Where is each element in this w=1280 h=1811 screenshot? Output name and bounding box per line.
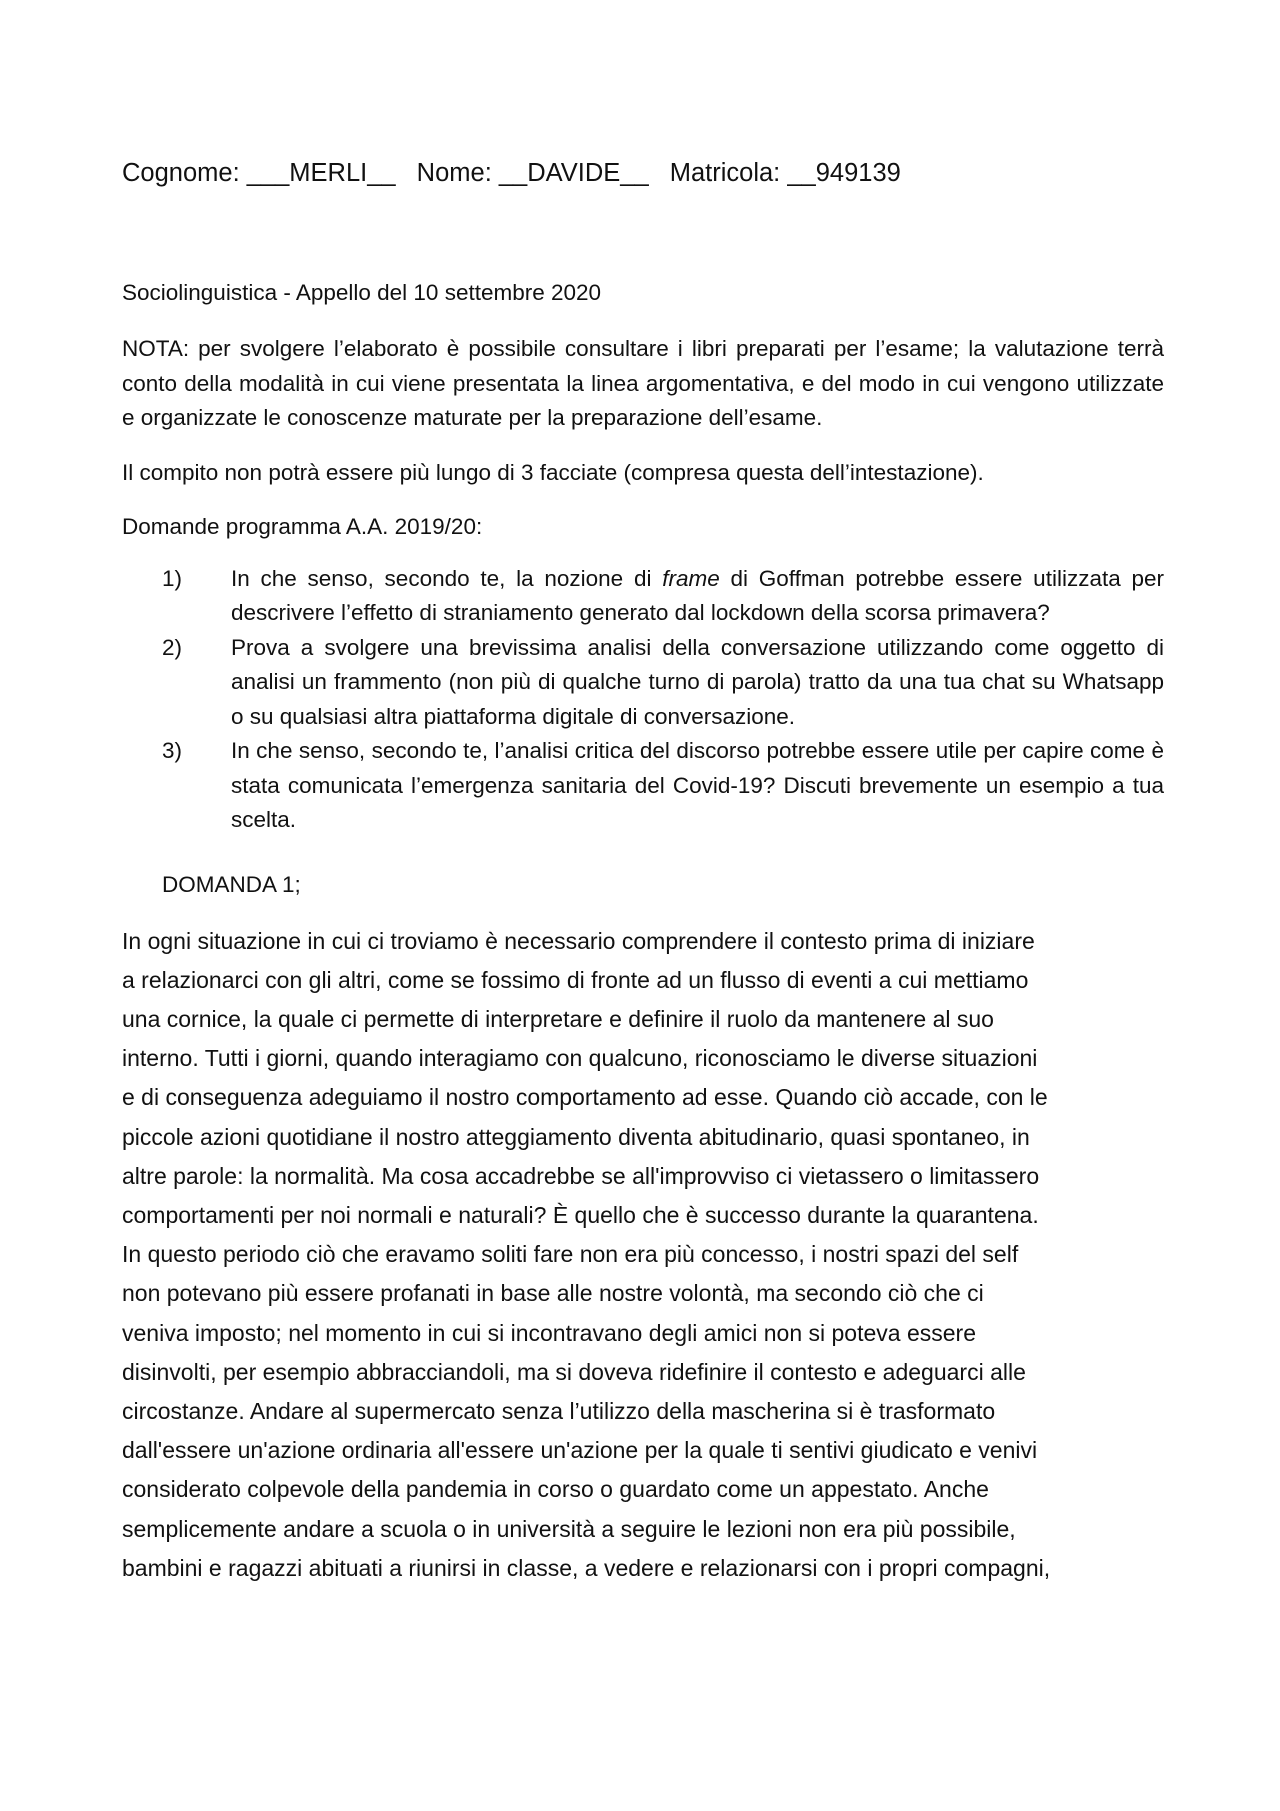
question-item [122, 562, 1164, 631]
course-title: Sociolinguistica - Appello del 10 settembre 2020 [122, 280, 602, 305]
question-text [231, 566, 1164, 626]
answer-line: bambini e ragazzi abituati a riunirsi in classe, a vedere e relazionarsi con i propri compagni, [122, 1554, 1051, 1581]
surname-field: Cognome: ___MERLI__ [122, 159, 396, 187]
name-field: Nome: __DAVIDE__ [416, 159, 649, 187]
questions-list [122, 562, 1164, 838]
question-item [122, 734, 1164, 838]
answer-line: In ogni situazione in cui ci troviamo è necessario comprendere il contesto prima di iniziare [122, 927, 1035, 954]
answer-line: una cornice, la quale ci permette di interpretare e definire il ruolo da mantenere al suo [122, 1005, 994, 1032]
question-text-after: di Goffman potrebbe essere utilizzata per descrivere l’effetto di straniamento generato dal lockdown della scorsa primavera? [231, 565, 1164, 625]
answer-line: considerato colpevole della pandemia in corso o guardato come un appestato. Anche [122, 1476, 989, 1503]
answer-line: semplicemente andare a scuola o in università a seguire le lezioni non era più possibile, [122, 1515, 1016, 1542]
answer-line: comportamenti per noi normali e naturali? È quello che è successo durante la quarantena. [122, 1201, 1039, 1228]
answer-line: non potevano più essere profanati in base alle nostre volontà, ma secondo ciò che ci [122, 1280, 984, 1307]
student-id-field: Matricola: __949139 [669, 159, 901, 187]
answer-heading: DOMANDA 1; [162, 871, 301, 897]
answer-line: piccole azioni quotidiane il nostro atteggiamento diventa abitudinario, quasi spontaneo, in [122, 1123, 1030, 1150]
question-text-before: In che senso, secondo te, la nozione di [231, 565, 663, 591]
question-number: 1) [162, 565, 183, 591]
answer-line: a relazionarci con gli altri, come se fossimo di fronte ad un flusso di eventi a cui mettiamo [122, 966, 1029, 993]
student-header [122, 152, 1164, 194]
exam-note: NOTA: per svolgere l’elaborato è possibile consultare i libri preparati per l’esame; la valutazione terrà conto della modalità in cui viene presentata la linea argomentativa, e del modo in cui vengono utilizzate e organizzate le conoscenze maturate per la preparazione dell’esame. [122, 336, 1164, 430]
answer-body [122, 922, 1164, 1588]
answer-line: veniva imposto; nel momento in cui si incontravano degli amici non si poteva essere [122, 1319, 976, 1346]
question-number: 3) [162, 738, 183, 763]
question-item [122, 631, 1164, 735]
answer-line: disinvolti, per esempio abbracciandoli, ma si doveva ridefinire il contesto e adeguarci alle [122, 1358, 1026, 1385]
answer-line: circostanze. Andare al supermercato senza l’utilizzo della mascherina si è trasformato [122, 1397, 996, 1424]
answer-line: dall'essere un'azione ordinaria all'essere un'azione per la quale ti sentivi giudicato e venivi [122, 1437, 1038, 1464]
answer-line: altre parole: la normalità. Ma cosa accadrebbe se all'improvviso ci vietassero o limitassero [122, 1162, 1040, 1189]
answer-line: interno. Tutti i giorni, quando interagiamo con qualcuno, riconosciamo le diverse situazioni [122, 1045, 1038, 1072]
question-number: 2) [162, 634, 183, 660]
answer-line: In questo periodo ciò che eravamo soliti fare non era più concesso, i nostri spazi del self [122, 1241, 1019, 1268]
question-text: In che senso, secondo te, l’analisi critica del discorso potrebbe essere utile per capire come è stata comunicata l’emergenza sanitaria del Covid-19? Discuti brevemente un esempio a tua scelta. [231, 738, 1164, 832]
document-content [122, 152, 1164, 1588]
question-text: Prova a svolgere una brevissima analisi della conversazione utilizzando come oggetto di analisi un frammento (non più di qualche turno di parola) tratto da una tua chat su Whatsapp o su qualsiasi altra piattaforma digitale di conversazione. [231, 634, 1164, 729]
questions-title: Domande programma A.A. 2019/20: [122, 513, 483, 539]
answer-line: e di conseguenza adeguiamo il nostro comportamento ad esse. Quando ciò accade, con le [122, 1084, 1048, 1111]
page-limit-note: Il compito non potrà essere più lungo di 3 facciate (compresa questa dell’intestazione). [122, 459, 984, 485]
question-emphasis: frame [662, 565, 720, 591]
